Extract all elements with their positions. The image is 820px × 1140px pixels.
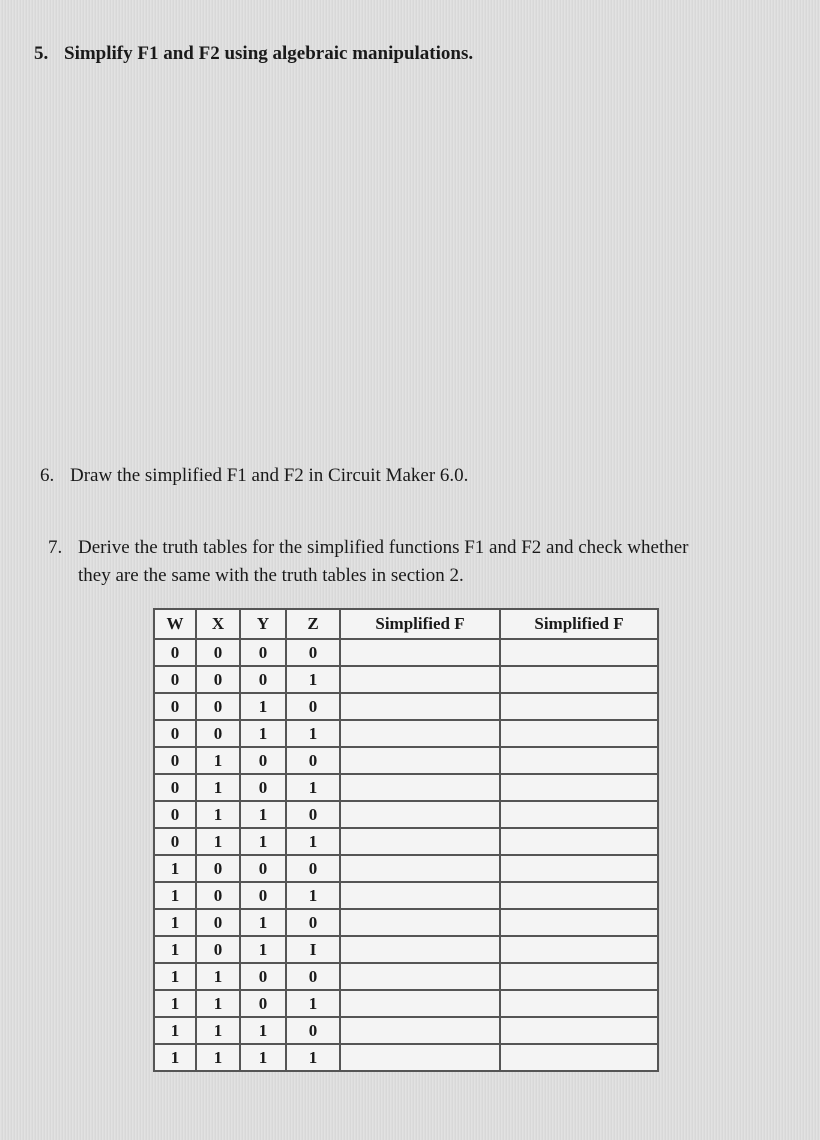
cell-y: 0 [240,855,286,882]
table-row [154,1044,658,1071]
cell-y: 0 [240,639,286,666]
question-6-text: Draw the simplified F1 and F2 in Circuit Maker 6.0. [70,465,469,486]
simplified-f1-cell[interactable] [340,774,500,801]
simplified-f1-cell[interactable] [340,936,500,963]
simplified-f2-cell[interactable] [500,666,658,693]
cell-w: 1 [154,909,196,936]
cell-z: 1 [286,666,340,693]
cell-w: 0 [154,801,196,828]
cell-z: 1 [286,1044,340,1071]
cell-z: I [286,936,340,963]
cell-x: 1 [196,801,240,828]
cell-z: 0 [286,639,340,666]
cell-y: 1 [240,1044,286,1071]
cell-x: 0 [196,720,240,747]
cell-w: 0 [154,693,196,720]
cell-w: 0 [154,639,196,666]
cell-z: 0 [286,747,340,774]
cell-z: 1 [286,774,340,801]
table-row [154,801,658,828]
cell-x: 1 [196,1017,240,1044]
cell-y: 1 [240,828,286,855]
cell-w: 1 [154,855,196,882]
cell-w: 1 [154,963,196,990]
simplified-f2-cell[interactable] [500,828,658,855]
header-w: W [154,609,196,639]
question-7-text-line1: Derive the truth tables for the simplified functions F1 and F2 and check whether [78,537,689,558]
simplified-f1-cell[interactable] [340,909,500,936]
table-row [154,774,658,801]
header-x: X [196,609,240,639]
cell-y: 1 [240,909,286,936]
question-5 [34,40,473,68]
cell-w: 0 [154,774,196,801]
table-row [154,936,658,963]
cell-w: 0 [154,720,196,747]
cell-z: 0 [286,1017,340,1044]
simplified-f2-cell[interactable] [500,909,658,936]
cell-y: 0 [240,990,286,1017]
simplified-f1-cell[interactable] [340,963,500,990]
cell-w: 0 [154,828,196,855]
cell-w: 1 [154,936,196,963]
cell-y: 0 [240,774,286,801]
header-simplified-f1: Simplified F [340,609,500,639]
question-7-text-line2: they are the same with the truth tables in section 2. [78,565,464,586]
cell-z: 0 [286,801,340,828]
question-7-number: 7. [48,537,63,558]
table-row [154,639,658,666]
simplified-f1-cell[interactable] [340,666,500,693]
cell-x: 1 [196,990,240,1017]
cell-z: 0 [286,693,340,720]
simplified-f2-cell[interactable] [500,693,658,720]
simplified-f2-cell[interactable] [500,855,658,882]
table-row [154,990,658,1017]
cell-z: 0 [286,855,340,882]
simplified-f2-cell[interactable] [500,801,658,828]
cell-z: 1 [286,828,340,855]
simplified-f2-cell[interactable] [500,747,658,774]
table-row [154,963,658,990]
cell-x: 1 [196,774,240,801]
truth-table-body [154,639,658,1071]
cell-y: 0 [240,666,286,693]
question-6 [40,462,468,490]
cell-x: 1 [196,828,240,855]
question-6-number: 6. [40,465,55,486]
truth-table-header-row [154,609,658,639]
simplified-f1-cell[interactable] [340,855,500,882]
table-row [154,693,658,720]
cell-y: 0 [240,963,286,990]
cell-w: 0 [154,747,196,774]
cell-x: 0 [196,909,240,936]
table-row [154,720,658,747]
simplified-f2-cell[interactable] [500,990,658,1017]
header-simplified-f2: Simplified F [500,609,658,639]
truth-table [153,608,659,1072]
cell-x: 0 [196,936,240,963]
cell-z: 1 [286,882,340,909]
cell-x: 1 [196,1044,240,1071]
cell-y: 1 [240,720,286,747]
table-row [154,747,658,774]
cell-w: 0 [154,666,196,693]
cell-y: 1 [240,801,286,828]
cell-x: 0 [196,693,240,720]
simplified-f2-cell[interactable] [500,963,658,990]
header-z: Z [286,609,340,639]
cell-y: 0 [240,882,286,909]
cell-w: 1 [154,990,196,1017]
cell-x: 1 [196,963,240,990]
cell-y: 1 [240,1017,286,1044]
cell-y: 1 [240,693,286,720]
cell-z: 1 [286,720,340,747]
simplified-f2-cell[interactable] [500,882,658,909]
table-row [154,882,658,909]
simplified-f1-cell[interactable] [340,801,500,828]
simplified-f1-cell[interactable] [340,1044,500,1071]
cell-y: 1 [240,936,286,963]
cell-x: 0 [196,855,240,882]
table-row [154,855,658,882]
table-row [154,1017,658,1044]
cell-x: 1 [196,747,240,774]
table-row [154,666,658,693]
cell-z: 0 [286,963,340,990]
table-row [154,828,658,855]
simplified-f1-cell[interactable] [340,639,500,666]
table-row [154,909,658,936]
question-5-text: Simplify F1 and F2 using algebraic manipulations. [64,43,474,64]
cell-z: 1 [286,990,340,1017]
cell-w: 1 [154,1017,196,1044]
simplified-f2-cell[interactable] [500,720,658,747]
simplified-f1-cell[interactable] [340,990,500,1017]
simplified-f1-cell[interactable] [340,747,500,774]
simplified-f1-cell[interactable] [340,882,500,909]
cell-w: 1 [154,882,196,909]
question-5-number: 5. [34,43,49,64]
simplified-f1-cell[interactable] [340,720,500,747]
header-y: Y [240,609,286,639]
simplified-f2-cell[interactable] [500,1017,658,1044]
simplified-f1-cell[interactable] [340,693,500,720]
simplified-f2-cell[interactable] [500,774,658,801]
cell-x: 0 [196,639,240,666]
simplified-f1-cell[interactable] [340,828,500,855]
simplified-f2-cell[interactable] [500,936,658,963]
simplified-f1-cell[interactable] [340,1017,500,1044]
cell-x: 0 [196,666,240,693]
simplified-f2-cell[interactable] [500,1044,658,1071]
question-7 [48,534,788,590]
cell-w: 1 [154,1044,196,1071]
simplified-f2-cell[interactable] [500,639,658,666]
cell-z: 0 [286,909,340,936]
cell-y: 0 [240,747,286,774]
cell-x: 0 [196,882,240,909]
